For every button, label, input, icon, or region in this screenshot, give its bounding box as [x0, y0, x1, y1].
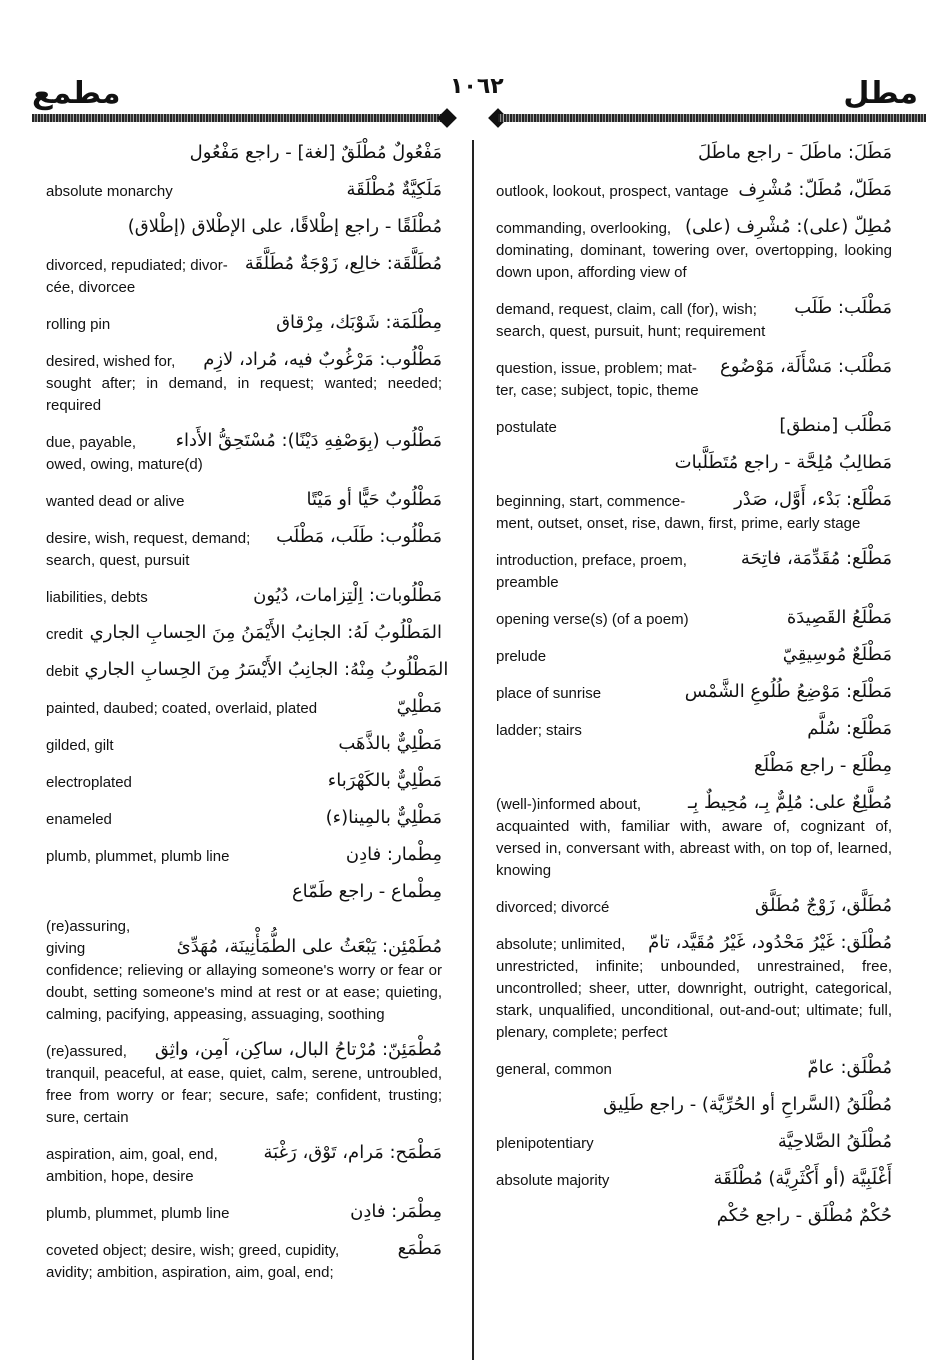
english-definition-continued: search, quest, pursuit, hunt; requirement — [496, 323, 766, 340]
arabic-headword: مَطالِبُ مُلِحَّة - راجع مُتَطَلَّبات — [674, 452, 892, 473]
arabic-headword: مُطَمْئِن: يَبْعَثُ على الطُّمَأْنِينَة، مُهَدِّئ — [176, 936, 442, 957]
english-definition-continued: owed, owing, mature(d) — [46, 456, 203, 473]
entry-first-line — [496, 1129, 892, 1155]
arabic-headword: مِطْلَع - راجع مَطْلَع — [754, 755, 892, 776]
english-definition-continued: confidence; relieving or allaying someone's worry or fear or doubt, setting someone's mind at rest or at ease; quieting, calming, pacifying, appeasing, assuaging, soothing — [46, 962, 442, 1023]
dictionary-entry — [46, 842, 442, 868]
english-definition: beginning, start, commence- — [496, 493, 686, 510]
dictionary-entry — [46, 214, 442, 240]
english-definition: divorced, repudiated; divor- — [46, 257, 228, 274]
dictionary-entry — [46, 1199, 442, 1225]
english-definition-continued: tranquil, peaceful, at ease, quiet, calm, serene, untroubled, free from worry or fear; secure, safe; confident, trusting; sure, certain — [46, 1065, 442, 1126]
dictionary-entry — [496, 642, 892, 668]
dictionary-entry — [496, 716, 892, 742]
arabic-headword: مِطْماع - راجع طَمّاع — [291, 881, 442, 902]
english-definition-continued: dominating, dominant, towering over, overtopping, looking down upon, affording view of — [496, 242, 892, 281]
entry-first-line — [46, 524, 442, 550]
arabic-headword: مُطْلَق: عامّ — [807, 1057, 892, 1078]
dictionary-entry — [496, 295, 892, 343]
arabic-headword: مَطْلِيٌّ بالمِينا(ء) — [325, 807, 442, 828]
arabic-headword: مَطْلَع: مَوْضِعُ طُلُوعِ الشَّمْس — [684, 681, 892, 702]
entry-first-line — [496, 546, 892, 572]
arabic-headword: مُطْمَئِنّ: مُرْتاحُ البال، ساكِن، آمِن، واثِق — [154, 1039, 442, 1060]
dictionary-entry — [46, 140, 442, 166]
entry-first-line — [46, 583, 442, 609]
dictionary-entry — [46, 916, 442, 1026]
english-definition-continued: cée, divorcee — [46, 279, 136, 296]
arabic-headword: مَطْلَع: مُقَدِّمَة، فاتِحَة — [740, 548, 892, 569]
dictionary-entry — [496, 140, 892, 166]
english-definition: rolling pin — [46, 316, 111, 333]
entry-first-line — [496, 930, 892, 956]
entry-first-line — [496, 487, 892, 513]
english-definition: wanted dead or alive — [46, 493, 185, 510]
arabic-headword: أَغْلَبِيَّة (أو أَكْثَرِيَّة) مُطْلَقَة — [713, 1168, 892, 1189]
english-definition: painted, daubed; coated, overlaid, plated — [46, 700, 318, 717]
arabic-headword: مَطْلِيّ — [396, 696, 442, 717]
arabic-headword: مَطْلَعُ القَصِيدَة — [786, 607, 892, 628]
dictionary-entry — [496, 790, 892, 882]
english-definition: place of sunrise — [496, 685, 602, 702]
arabic-headword: مَطَلَ: ماطَلَ - راجع ماطَلَ — [697, 142, 892, 163]
right-guide-word: مطل — [843, 76, 918, 111]
entry-first-line — [496, 295, 892, 321]
entry-first-line — [46, 731, 442, 757]
dictionary-entry — [496, 214, 892, 284]
arabic-headword: مَطَلّ، مُطَلّ: مُشْرِف — [738, 179, 892, 200]
english-definition: due, payable, — [46, 434, 137, 451]
dictionary-entry — [46, 731, 442, 757]
english-definition: electroplated — [46, 774, 132, 791]
english-definition: opening verse(s) (of a poem) — [496, 611, 689, 628]
entry-first-line — [46, 251, 442, 277]
dictionary-entry — [496, 679, 892, 705]
entry-first-line — [46, 620, 442, 646]
arabic-headword: مَطْلَب: مَسْأَلَة، مَوْضُوع — [720, 356, 892, 377]
entry-first-line — [46, 1199, 442, 1225]
dictionary-entry — [496, 177, 892, 203]
dictionary-entry — [46, 583, 442, 609]
page-header — [20, 70, 926, 132]
arabic-headword: مَطْمَع — [397, 1238, 442, 1259]
english-definition: liabilities, debts — [46, 589, 148, 606]
dictionary-entry — [46, 1236, 442, 1284]
dictionary-entry — [46, 694, 442, 720]
english-definition: ladder; stairs — [496, 722, 582, 739]
dictionary-entry — [496, 753, 892, 779]
entry-first-line — [496, 1055, 892, 1081]
english-definition-continued: ment, outset, onset, rise, dawn, first, prime, early stage — [496, 515, 861, 532]
arabic-headword: مَطْمَح: مَرام، تَوْق، رَغْبَة — [263, 1142, 442, 1163]
entry-first-line — [496, 716, 892, 742]
english-definition: question, issue, problem; mat- — [496, 360, 697, 377]
arabic-headword: مَطْلَع: سُلَّم — [807, 718, 892, 739]
english-definition-continued: search, quest, pursuit — [46, 552, 190, 569]
arabic-headword: مِطْمار: فادِن — [345, 844, 442, 865]
arabic-headword: مَطْلُوب: طَلَب، مَطْلَب — [276, 526, 442, 547]
entry-first-line — [46, 1037, 442, 1063]
english-definition: (re)assuring, giving — [46, 918, 131, 957]
entry-first-line — [46, 842, 442, 868]
dictionary-entry — [46, 879, 442, 905]
english-definition: (re)assured, — [46, 1043, 127, 1060]
entry-first-line — [46, 487, 442, 513]
arabic-headword: مَطْلُوب (بِوَصْفِهِ دَيْنًا): مُسْتَحِقُّ الأَداء — [175, 430, 442, 451]
header-rule-right — [498, 114, 926, 122]
english-definition: gilded, gilt — [46, 737, 114, 754]
dictionary-entry — [46, 805, 442, 831]
arabic-headword: مُطْلَقُ الصَّلاحِيَّة — [777, 1131, 892, 1152]
dictionary-entry — [46, 251, 442, 299]
header-diamond-left — [437, 108, 457, 128]
left-guide-word: مطمع — [32, 76, 121, 111]
english-definition: plenipotentiary — [496, 1135, 594, 1152]
arabic-headword: مُطَلَّق، زَوْجٌ مُطَلَّق — [754, 895, 892, 916]
arabic-headword: مُطِلّ (على): مُشْرِف (على) — [684, 216, 892, 237]
english-definition: debit — [46, 663, 79, 680]
dictionary-entry — [496, 605, 892, 631]
english-definition: credit — [46, 626, 83, 643]
arabic-headword: مَلَكِيَّةٌ مُطْلَقَة — [346, 179, 442, 200]
dictionary-entry — [46, 177, 442, 203]
left-column — [46, 140, 449, 1295]
arabic-headword: مَطْلُوبات: اِلْتِزامات، دُيُون — [253, 585, 442, 606]
english-definition-continued: preamble — [496, 574, 559, 591]
english-definition: desire, wish, request, demand; — [46, 530, 251, 547]
dictionary-entry — [46, 310, 442, 336]
dictionary-entry — [496, 893, 892, 919]
english-definition: absolute; unlimited, — [496, 936, 626, 953]
english-definition-continued: unrestricted, infinite; unbounded, unrestrained, free, uncontrolled; sheer, utter, downright, outright, categorical, stark, unqualified, unconditional, out-and-out; ultimate; full, plenary, complete; perfect — [496, 958, 892, 1041]
english-definition: aspiration, aim, goal, end, — [46, 1146, 218, 1163]
arabic-headword: مَطْلُوبٌ حَيًّا أو مَيْتًا — [306, 489, 442, 510]
english-definition-continued: sought after; in demand, in request; wanted; needed; required — [46, 375, 442, 414]
header-rule-left — [32, 114, 447, 122]
entry-first-line — [496, 893, 892, 919]
arabic-headword: مُطْلَق: غَيْرُ مَحْدُود، غَيْرُ مُقَيَّد، تامّ — [648, 932, 892, 953]
english-definition: demand, request, claim, call (for), wish; — [496, 301, 757, 318]
dictionary-entry — [496, 1166, 892, 1192]
dictionary-entry — [496, 1129, 892, 1155]
entry-first-line — [46, 694, 442, 720]
english-definition: prelude — [496, 648, 547, 665]
right-column — [496, 140, 892, 1240]
entry-first-line — [46, 428, 442, 454]
arabic-headword: مُطَّلِعٌ على: مُلِمٌّ بِـ، مُحِيطٌ بِـ — [687, 792, 892, 813]
entry-first-line — [46, 768, 442, 794]
dictionary-entry — [46, 347, 442, 417]
dictionary-entry — [496, 546, 892, 594]
dictionary-entry — [46, 657, 449, 683]
arabic-headword: مِطْلَمَة: شَوْبَك، مِرْقاق — [276, 312, 442, 333]
dictionary-entry — [496, 1092, 892, 1118]
arabic-headword: المَطْلُوبُ مِنْهُ: الجانِبُ الأَيْسَرُ مِنَ الحِسابِ الجاري — [84, 659, 449, 680]
english-definition: commanding, overlooking, — [496, 220, 672, 237]
english-definition: absolute majority — [496, 1172, 610, 1189]
entry-first-line — [46, 916, 442, 960]
entry-first-line — [46, 657, 449, 683]
arabic-headword: مَطْلِيٌّ بالذَّهَب — [338, 733, 442, 754]
arabic-headword: المَطْلُوبُ لَهُ: الجانِبُ الأَيْمَنُ مِنَ الحِسابِ الجاري — [89, 622, 442, 643]
english-definition: outlook, lookout, prospect, vantage — [496, 183, 729, 200]
dictionary-entry — [46, 487, 442, 513]
arabic-headword: مُطَلَّقَة: خالِع، زَوْجَةٌ مُطَلَّقَة — [244, 253, 442, 274]
dictionary-entry — [46, 524, 442, 572]
dictionary-entry — [496, 354, 892, 402]
arabic-headword: مَطْلَعٌ مُوسِيقِيّ — [782, 644, 892, 665]
arabic-headword: مِطْمَر: فادِن — [350, 1201, 442, 1222]
arabic-headword: مَطْلَع: بَدْء، أَوَّل، صَدْر — [734, 489, 892, 510]
entry-first-line — [496, 1166, 892, 1192]
english-definition: general, common — [496, 1061, 612, 1078]
dictionary-entry — [46, 1037, 442, 1129]
dictionary-entry — [46, 620, 442, 646]
arabic-headword: مَطْلَب [منطق] — [779, 415, 892, 436]
dictionary-entry — [496, 930, 892, 1044]
entry-first-line — [496, 605, 892, 631]
dictionary-entry — [46, 1140, 442, 1188]
dictionary-entry — [496, 1055, 892, 1081]
dictionary-entry — [496, 1203, 892, 1229]
dictionary-entry — [496, 450, 892, 476]
entry-first-line — [46, 805, 442, 831]
english-definition-continued: ambition, hope, desire — [46, 1168, 194, 1185]
entry-first-line — [46, 1140, 442, 1166]
entry-first-line — [46, 1236, 442, 1262]
english-definition: plumb, plummet, plumb line — [46, 848, 230, 865]
english-definition: coveted object; desire, wish; greed, cupidity, — [46, 1242, 340, 1259]
english-definition: (well-)informed about, — [496, 796, 642, 813]
arabic-headword: حُكْمٌ مُطْلَق - راجع حُكْم — [716, 1205, 892, 1226]
english-definition-continued: avidity; ambition, aspiration, aim, goal, end; — [46, 1264, 334, 1281]
entry-first-line — [46, 177, 442, 203]
arabic-headword: مَطْلُوب: مَرْغُوبٌ فيه، مُراد، لازِم — [203, 349, 442, 370]
entry-first-line — [496, 354, 892, 380]
english-definition: absolute monarchy — [46, 183, 173, 200]
arabic-headword: مُطْلَقًا - راجع إطْلاقًا، على الإطْلاق (إطْلاق) — [127, 216, 442, 237]
column-divider — [472, 140, 474, 1360]
dictionary-entry — [46, 428, 442, 476]
arabic-headword: مَطْلَب: طَلَب — [794, 297, 892, 318]
english-definition-continued: acquainted with, familiar with, aware of, cognizant of, versed in, conversant with, abreast with, on top of, learned, knowing — [496, 818, 892, 879]
entry-first-line — [496, 790, 892, 816]
english-definition: desired, wished for, — [46, 353, 176, 370]
english-definition: plumb, plummet, plumb line — [46, 1205, 230, 1222]
entry-first-line — [46, 310, 442, 336]
dictionary-entry — [46, 768, 442, 794]
english-definition: introduction, preface, proem, — [496, 552, 687, 569]
english-definition-continued: ter, case; subject, topic, theme — [496, 382, 699, 399]
arabic-headword: مَطْلِيٌّ بالكَهْرَباء — [327, 770, 442, 791]
english-definition: postulate — [496, 419, 557, 436]
dictionary-entry — [496, 487, 892, 535]
entry-first-line — [496, 679, 892, 705]
entry-first-line — [496, 642, 892, 668]
page-number: ١٠٦٢ — [450, 74, 504, 99]
entry-first-line — [46, 347, 442, 373]
arabic-headword: مُطْلَقُ (السَّراحِ أو الحُرِّيَّة) - راجع طَلِيق — [603, 1094, 892, 1115]
arabic-headword: مَفْعُولٌ مُطْلَقٌ [لغة] - راجع مَفْعُول — [189, 142, 442, 163]
dictionary-entry — [496, 413, 892, 439]
entry-first-line — [496, 413, 892, 439]
entry-first-line — [496, 177, 892, 203]
entry-first-line — [496, 214, 892, 240]
english-definition: enameled — [46, 811, 112, 828]
english-definition: divorced; divorcé — [496, 899, 610, 916]
